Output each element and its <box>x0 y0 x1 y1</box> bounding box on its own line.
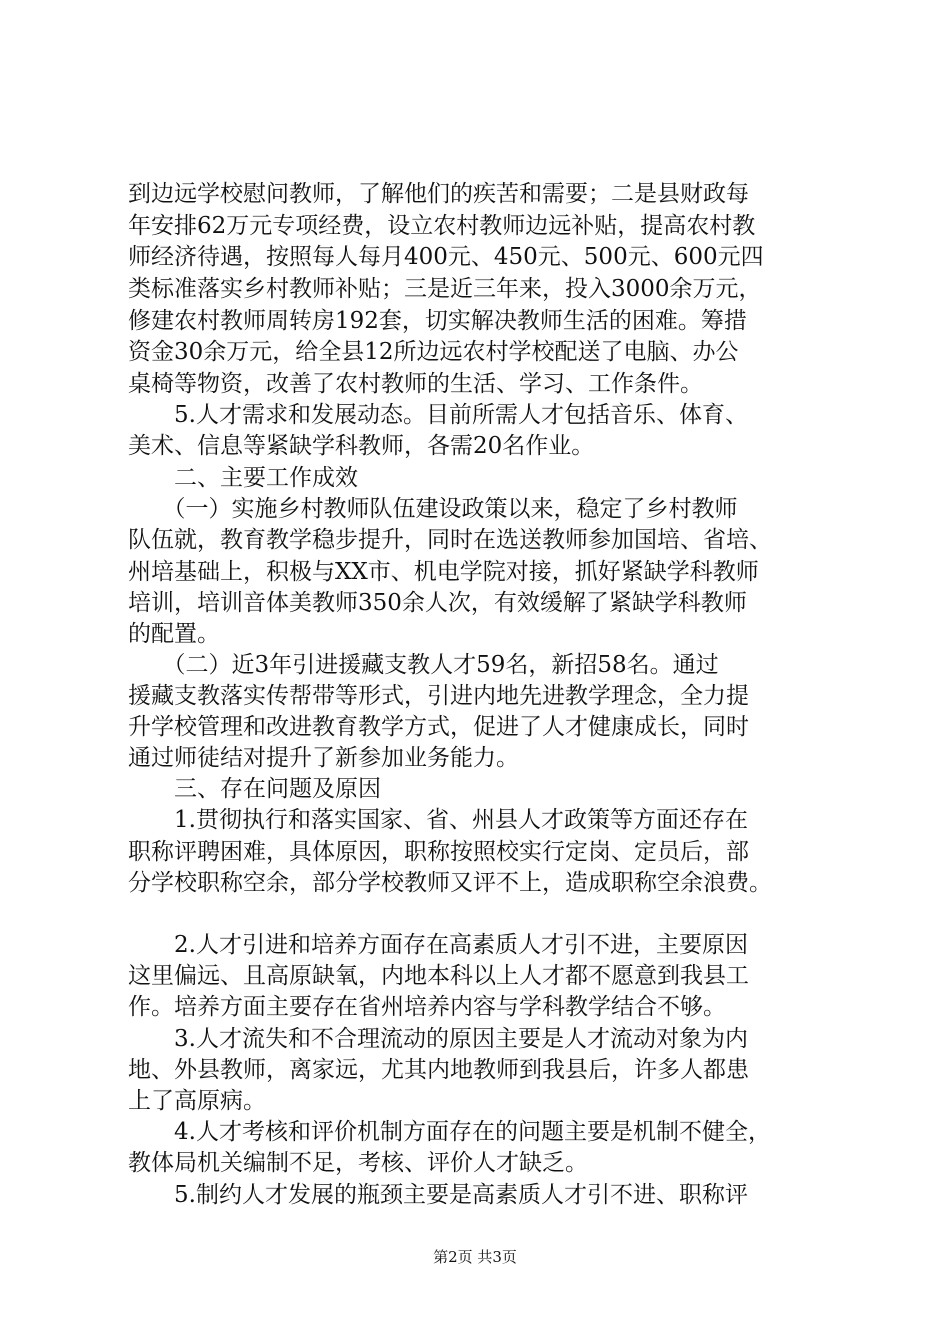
text-line: 4.人才考核和评价机制方面存在的问题主要是机制不健全， <box>128 1119 771 1145</box>
text-line: 通过师徒结对提升了新参加业务能力。 <box>128 745 519 771</box>
text-line: 分学校职称空余，部分学校教师又评不上，造成职称空余浪费。 <box>128 870 772 896</box>
text-line: 上了高原病。 <box>128 1088 266 1114</box>
text-line: 培训，培训音体美教师350余人次，有效缓解了紧缺学科教师 <box>128 590 747 616</box>
text-line: 5.人才需求和发展动态。目前所需人才包括音乐、体育、 <box>128 402 748 428</box>
text-line: 2.人才引进和培养方面存在高素质人才引不进，主要原因 <box>128 932 748 958</box>
text-line: 队伍就，教育教学稳步提升，同时在选送教师参加国培、省培、 <box>128 527 772 553</box>
text-line: 职称评聘困难，具体原因，职称按照校实行定岗、定员后，部 <box>128 839 749 865</box>
section-heading: 二、主要工作成效 <box>128 465 358 491</box>
text-line: 这里偏远、且高原缺氧，内地本科以上人才都不愿意到我县工 <box>128 963 749 989</box>
text-line: 美术、信息等紧缺学科教师，各需20名作业。 <box>128 433 595 459</box>
text-line: 5.制约人才发展的瓶颈主要是高素质人才引不进、职称评 <box>128 1182 748 1208</box>
text-line: （二）近3年引进援藏支教人才59名，新招58名。通过 <box>128 652 719 678</box>
text-line: 1.贯彻执行和落实国家、省、州县人才政策等方面还存在 <box>128 807 748 833</box>
text-line: 援藏支教落实传帮带等形式，引进内地先进教学理念，全力提 <box>128 683 749 709</box>
text-line: 资金30余万元，给全县12所边远农村学校配送了电脑、办公 <box>128 339 739 365</box>
text-line: 的配置。 <box>128 621 220 647</box>
text-line: 师经济待遇，按照每人每月400元、450元、500元、600元四 <box>128 244 764 270</box>
text-line: 州培基础上，积极与XX市、机电学院对接，抓好紧缺学科教师 <box>128 559 759 585</box>
page-number-footer: 第2页 共3页 <box>433 1248 517 1266</box>
text-line: 地、外县教师，离家远，尤其内地教师到我县后，许多人都患 <box>128 1057 749 1083</box>
text-line: 升学校管理和改进教育教学方式，促进了人才健康成长，同时 <box>128 714 749 740</box>
text-line: 类标准落实乡村教师补贴；三是近三年来，投入3000余万元， <box>128 276 762 302</box>
text-line: 桌椅等物资，改善了农村教师的生活、学习、工作条件。 <box>128 371 703 397</box>
text-line: 3.人才流失和不合理流动的原因主要是人才流动对象为内 <box>128 1026 748 1052</box>
text-line: 到边远学校慰问教师，了解他们的疾苦和需要；二是县财政每 <box>128 181 749 207</box>
section-heading: 三、存在问题及原因 <box>128 776 381 802</box>
text-line: 作。培养方面主要存在省州培养内容与学科教学结合不够。 <box>128 994 726 1020</box>
text-line: （一）实施乡村教师队伍建设政策以来，稳定了乡村教师 <box>128 496 738 522</box>
text-line: 修建农村教师周转房192套，切实解决教师生活的困难。筹措 <box>128 308 747 334</box>
text-line: 年安排62万元专项经费，设立农村教师边远补贴，提高农村教 <box>128 213 756 239</box>
text-line: 教体局机关编制不足，考核、评价人才缺乏。 <box>128 1150 588 1176</box>
